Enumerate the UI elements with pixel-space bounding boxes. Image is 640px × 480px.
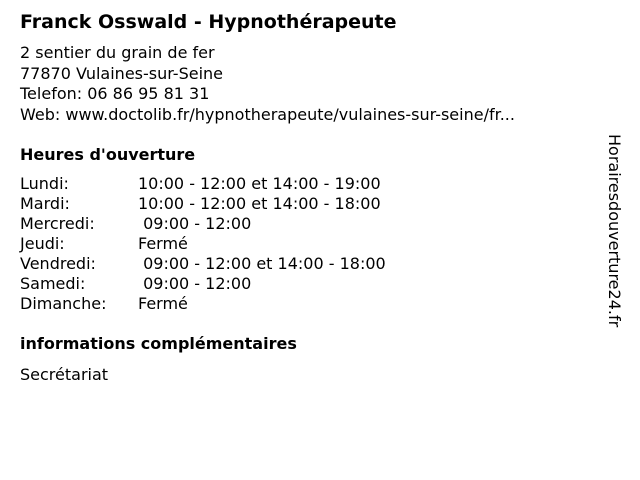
additional-info-heading: informations complémentaires [20, 334, 297, 353]
time-value: Fermé [138, 294, 188, 313]
day-label: Mercredi: [20, 214, 95, 233]
watermark-text: Horairesdouverture24.fr [605, 134, 624, 328]
street-address: 2 sentier du grain de fer [20, 43, 215, 62]
day-label: Dimanche: [20, 294, 107, 313]
time-value: 09:00 - 12:00 et 14:00 - 18:00 [138, 254, 386, 273]
time-value: 09:00 - 12:00 [138, 274, 252, 293]
day-label: Samedi: [20, 274, 86, 293]
day-label: Lundi: [20, 174, 69, 193]
time-value: 09:00 - 12:00 [138, 214, 252, 233]
time-value: 10:00 - 12:00 et 14:00 - 18:00 [138, 194, 381, 213]
additional-info-text: Secrétariat [20, 365, 109, 384]
city-address: 77870 Vulaines-sur-Seine [20, 63, 224, 83]
day-label: Mardi: [20, 194, 70, 213]
time-value: Fermé [138, 234, 188, 253]
time-value: 10:00 - 12:00 et 14:00 - 19:00 [138, 174, 381, 193]
day-label: Vendredi: [20, 254, 96, 273]
opening-hours-heading: Heures d'ouverture [20, 145, 196, 164]
day-label: Jeudi: [20, 234, 65, 253]
website-link[interactable]: Web: www.doctolib.fr/hypnotherapeute/vulaines-sur-seine/fr... [20, 104, 515, 124]
contact-block [20, 43, 515, 125]
phone-number: Telefon: 06 86 95 81 31 [20, 84, 210, 103]
page-title: Franck Osswald - Hypnothérapeute [20, 11, 397, 33]
